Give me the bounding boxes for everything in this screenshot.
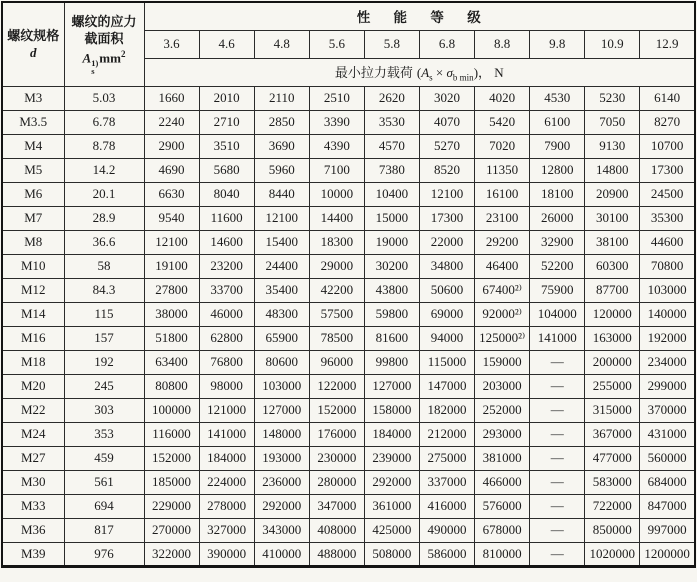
min-load-cell: 141000 xyxy=(199,422,254,446)
min-load-cell: 4530 xyxy=(530,86,585,110)
min-load-cell: 847000 xyxy=(640,494,695,518)
min-load-cell: 466000 xyxy=(475,470,530,494)
min-load-cell: 4020 xyxy=(475,86,530,110)
min-load-cell: 367000 xyxy=(585,422,640,446)
min-load-cell: 3390 xyxy=(309,110,364,134)
min-load-cell: 3530 xyxy=(364,110,419,134)
min-load-cell: 10700 xyxy=(640,134,695,158)
min-load-cell: 236000 xyxy=(254,470,309,494)
min-load-cell: 185000 xyxy=(144,470,199,494)
stress-area-cell: 694 xyxy=(64,494,144,518)
min-load-cell: 4390 xyxy=(309,134,364,158)
min-load-cell: 12100 xyxy=(419,182,474,206)
min-load-cell: 27800 xyxy=(144,278,199,302)
min-load-cell: 121000 xyxy=(199,398,254,422)
min-load-cell: 278000 xyxy=(199,494,254,518)
min-load-cell: 103000 xyxy=(640,278,695,302)
min-load-cell: 127000 xyxy=(364,374,419,398)
min-load-cell: 684000 xyxy=(640,470,695,494)
thread-spec-cell: M6 xyxy=(2,182,64,206)
table-row xyxy=(2,278,695,302)
min-load-cell: 8440 xyxy=(254,182,309,206)
min-load-cell: — xyxy=(530,374,585,398)
property-class-group-header: 性 能 等 级 xyxy=(144,2,695,30)
min-load-cell: 230000 xyxy=(309,446,364,470)
property-class-header: 5.6 xyxy=(309,30,364,58)
thread-spec-cell: M16 xyxy=(2,326,64,350)
min-load-cell: 148000 xyxy=(254,422,309,446)
row-group xyxy=(2,518,695,566)
min-load-cell: 20900 xyxy=(585,182,640,206)
min-load-cell: 390000 xyxy=(199,542,254,566)
min-load-cell: 239000 xyxy=(364,446,419,470)
min-load-cell: 147000 xyxy=(419,374,474,398)
min-load-cell: 292000 xyxy=(254,494,309,518)
min-load-cell: 152000 xyxy=(144,446,199,470)
min-load-cell: 850000 xyxy=(585,518,640,542)
min-load-cell: 583000 xyxy=(585,470,640,494)
stress-area-cell: 192 xyxy=(64,350,144,374)
min-load-cell: 42200 xyxy=(309,278,364,302)
min-load-cell: 5960 xyxy=(254,158,309,182)
min-load-cell: 212000 xyxy=(419,422,474,446)
table-row xyxy=(2,494,695,518)
min-load-cell: 62800 xyxy=(199,326,254,350)
min-load-cell: 43800 xyxy=(364,278,419,302)
min-load-cell: 159000 xyxy=(475,350,530,374)
property-class-header: 12.9 xyxy=(640,30,695,58)
min-load-cell: 48300 xyxy=(254,302,309,326)
stress-area-cell: 84.3 xyxy=(64,278,144,302)
min-load-cell: 11600 xyxy=(199,206,254,230)
min-load-cell: 15000 xyxy=(364,206,419,230)
thread-spec-cell: M12 xyxy=(2,278,64,302)
min-load-cell: 23200 xyxy=(199,254,254,278)
min-load-cell: 361000 xyxy=(364,494,419,518)
min-load-cell: 33700 xyxy=(199,278,254,302)
min-load-cell: 347000 xyxy=(309,494,364,518)
min-load-cell: 46400 xyxy=(475,254,530,278)
min-load-cell: 337000 xyxy=(419,470,474,494)
min-load-cell: 38100 xyxy=(585,230,640,254)
stress-area-label-line1: 螺纹的应力 xyxy=(71,13,137,29)
property-class-header: 4.8 xyxy=(254,30,309,58)
min-load-cell: 30100 xyxy=(585,206,640,230)
min-load-cell: 4570 xyxy=(364,134,419,158)
min-load-cell: 299000 xyxy=(640,374,695,398)
min-load-cell: 5230 xyxy=(585,86,640,110)
row-group xyxy=(2,374,695,446)
min-load-cell: 229000 xyxy=(144,494,199,518)
min-load-cell: 141000 xyxy=(530,326,585,350)
min-load-cell: 50600 xyxy=(419,278,474,302)
min-load-cell: 6630 xyxy=(144,182,199,206)
min-load-cell: 8520 xyxy=(419,158,474,182)
min-load-cell: — xyxy=(530,446,585,470)
min-load-cell: 52200 xyxy=(530,254,585,278)
min-load-cell: 6140 xyxy=(640,86,695,110)
min-load-cell: — xyxy=(530,422,585,446)
min-load-cell: 275000 xyxy=(419,446,474,470)
thread-spec-cell: M18 xyxy=(2,350,64,374)
min-load-cell: 678000 xyxy=(475,518,530,542)
min-load-cell: 576000 xyxy=(475,494,530,518)
min-load-cell: 270000 xyxy=(144,518,199,542)
thread-spec-cell: M10 xyxy=(2,254,64,278)
table-row xyxy=(2,206,695,230)
min-load-cell: 560000 xyxy=(640,446,695,470)
table-row xyxy=(2,542,695,566)
min-load-cell: 152000 xyxy=(309,398,364,422)
min-load-cell: 12100 xyxy=(254,206,309,230)
table-row xyxy=(2,134,695,158)
stress-area-cell: 157 xyxy=(64,326,144,350)
thread-spec-header xyxy=(2,2,64,86)
property-class-header: 9.8 xyxy=(530,30,585,58)
min-load-cell: 11350 xyxy=(475,158,530,182)
min-load-cell: 10000 xyxy=(309,182,364,206)
min-load-cell: 46000 xyxy=(199,302,254,326)
min-load-cell: 103000 xyxy=(254,374,309,398)
min-load-cell: 416000 xyxy=(419,494,474,518)
min-load-cell: 51800 xyxy=(144,326,199,350)
min-load-cell: 35400 xyxy=(254,278,309,302)
min-load-cell: 7050 xyxy=(585,110,640,134)
min-load-cell: 508000 xyxy=(364,542,419,566)
min-load-cell: 8040 xyxy=(199,182,254,206)
min-load-cell: 44600 xyxy=(640,230,695,254)
min-load-cell: 12800 xyxy=(530,158,585,182)
min-load-cell: — xyxy=(530,470,585,494)
min-load-cell: 35300 xyxy=(640,206,695,230)
thread-spec-cell: M3 xyxy=(2,86,64,110)
min-load-cell: 163000 xyxy=(585,326,640,350)
stress-area-cell: 245 xyxy=(64,374,144,398)
thread-spec-label: 螺纹规格 xyxy=(7,27,60,43)
min-load-cell: 75900 xyxy=(530,278,585,302)
min-load-label: 最小拉力载荷 xyxy=(334,64,413,80)
min-load-cell: 2850 xyxy=(254,110,309,134)
min-load-cell: 32900 xyxy=(530,230,585,254)
stress-area-cell: 353 xyxy=(64,422,144,446)
table-row xyxy=(2,470,695,494)
min-load-cell: 184000 xyxy=(364,422,419,446)
thread-spec-cell: M14 xyxy=(2,302,64,326)
min-load-cell: 2510 xyxy=(309,86,364,110)
min-load-cell: 234000 xyxy=(640,350,695,374)
min-load-subheader xyxy=(144,58,695,86)
row-group xyxy=(2,446,695,518)
table-row xyxy=(2,326,695,350)
table-row xyxy=(2,182,695,206)
min-load-cell: 78500 xyxy=(309,326,364,350)
min-load-cell: 3020 xyxy=(419,86,474,110)
min-load-cell: 7020 xyxy=(475,134,530,158)
min-load-cell: 7900 xyxy=(530,134,585,158)
min-load-cell: 14800 xyxy=(585,158,640,182)
min-load-cell: 29200 xyxy=(475,230,530,254)
min-load-cell: 57500 xyxy=(309,302,364,326)
stress-area-cell: 817 xyxy=(64,518,144,542)
min-load-cell: 7380 xyxy=(364,158,419,182)
stress-area-label-line2: 截面积 xyxy=(84,31,124,47)
min-load-cell: 122000 xyxy=(309,374,364,398)
thread-spec-symbol: d xyxy=(30,45,37,61)
table-row xyxy=(2,86,695,110)
stress-area-cell: 14.2 xyxy=(64,158,144,182)
min-load-cell: 343000 xyxy=(254,518,309,542)
min-load-cell: 2110 xyxy=(254,86,309,110)
min-load-cell: 410000 xyxy=(254,542,309,566)
min-load-cell: 120000 xyxy=(585,302,640,326)
min-load-cell: 1660 xyxy=(144,86,199,110)
min-load-cell: 203000 xyxy=(475,374,530,398)
thread-spec-cell: M39 xyxy=(2,542,64,566)
min-load-cell: 30200 xyxy=(364,254,419,278)
min-load-cell: 19100 xyxy=(144,254,199,278)
min-load-cell: 96000 xyxy=(309,350,364,374)
thread-spec-cell: M5 xyxy=(2,158,64,182)
thread-spec-cell: M20 xyxy=(2,374,64,398)
min-load-cell: 100000 xyxy=(144,398,199,422)
table-row xyxy=(2,302,695,326)
min-load-cell: 252000 xyxy=(475,398,530,422)
table-header xyxy=(2,2,695,86)
stress-area-header xyxy=(64,2,144,86)
min-load-cell: 315000 xyxy=(585,398,640,422)
min-load-cell: 94000 xyxy=(419,326,474,350)
min-load-cell: 9540 xyxy=(144,206,199,230)
min-load-cell: 425000 xyxy=(364,518,419,542)
table-row xyxy=(2,254,695,278)
min-load-cell: 1020000 xyxy=(585,542,640,566)
min-load-cell: 99800 xyxy=(364,350,419,374)
stress-area-cell: 58 xyxy=(64,254,144,278)
min-load-cell: — xyxy=(530,542,585,566)
min-load-cell: 18100 xyxy=(530,182,585,206)
thread-spec-cell: M30 xyxy=(2,470,64,494)
min-load-cell: 23100 xyxy=(475,206,530,230)
min-load-cell: 997000 xyxy=(640,518,695,542)
property-class-header: 6.8 xyxy=(419,30,474,58)
min-load-cell: 5420 xyxy=(475,110,530,134)
min-load-cell: 370000 xyxy=(640,398,695,422)
min-load-cell: 19000 xyxy=(364,230,419,254)
stress-area-cell: 20.1 xyxy=(64,182,144,206)
thread-spec-cell: M4 xyxy=(2,134,64,158)
min-load-cell: 224000 xyxy=(199,470,254,494)
min-load-cell: 92000²⁾ xyxy=(475,302,530,326)
min-load-cell: 17300 xyxy=(419,206,474,230)
min-load-cell: 2620 xyxy=(364,86,419,110)
min-load-cell: 63400 xyxy=(144,350,199,374)
stress-area-cell: 561 xyxy=(64,470,144,494)
min-load-cell: 7100 xyxy=(309,158,364,182)
table-row xyxy=(2,398,695,422)
min-load-cell: 116000 xyxy=(144,422,199,446)
min-load-cell: 24500 xyxy=(640,182,695,206)
thread-spec-cell: M7 xyxy=(2,206,64,230)
min-load-cell: 24400 xyxy=(254,254,309,278)
min-load-cell: 140000 xyxy=(640,302,695,326)
min-load-cell: 1200000 xyxy=(640,542,695,566)
stress-area-cell: 36.6 xyxy=(64,230,144,254)
property-class-header: 10.9 xyxy=(585,30,640,58)
min-load-cell: 34800 xyxy=(419,254,474,278)
row-group xyxy=(2,302,695,374)
min-load-cell: 87700 xyxy=(585,278,640,302)
min-load-cell: — xyxy=(530,518,585,542)
min-load-cell: 18300 xyxy=(309,230,364,254)
table-row xyxy=(2,230,695,254)
thread-spec-cell: M3.5 xyxy=(2,110,64,134)
table-row xyxy=(2,350,695,374)
header-row-top xyxy=(2,2,695,30)
min-load-cell: 10400 xyxy=(364,182,419,206)
table-row xyxy=(2,518,695,542)
table-row xyxy=(2,110,695,134)
thread-spec-cell: M22 xyxy=(2,398,64,422)
min-load-cell: 59800 xyxy=(364,302,419,326)
min-load-cell: 17300 xyxy=(640,158,695,182)
min-load-cell: 12100 xyxy=(144,230,199,254)
row-group xyxy=(2,86,695,158)
min-load-cell: 810000 xyxy=(475,542,530,566)
min-load-cell: 292000 xyxy=(364,470,419,494)
min-load-cell: 70800 xyxy=(640,254,695,278)
min-load-cell: 293000 xyxy=(475,422,530,446)
min-load-cell: 125000²⁾ xyxy=(475,326,530,350)
min-load-cell: 60300 xyxy=(585,254,640,278)
min-load-cell: 200000 xyxy=(585,350,640,374)
min-load-cell: 408000 xyxy=(309,518,364,542)
min-load-cell: — xyxy=(530,350,585,374)
min-load-cell: 158000 xyxy=(364,398,419,422)
min-load-cell: 2900 xyxy=(144,134,199,158)
min-load-cell: 2010 xyxy=(199,86,254,110)
thread-spec-cell: M24 xyxy=(2,422,64,446)
min-load-cell: 38000 xyxy=(144,302,199,326)
min-load-cell: — xyxy=(530,494,585,518)
min-load-cell: 182000 xyxy=(419,398,474,422)
table-row xyxy=(2,374,695,398)
min-load-cell: 586000 xyxy=(419,542,474,566)
stress-area-cell: 8.78 xyxy=(64,134,144,158)
min-load-cell: 65900 xyxy=(254,326,309,350)
property-class-header: 3.6 xyxy=(144,30,199,58)
min-load-cell: 3690 xyxy=(254,134,309,158)
stress-area-formula: A 1) s $mm^2$ xyxy=(82,48,126,77)
min-load-cell: 29000 xyxy=(309,254,364,278)
min-load-cell: 127000 xyxy=(254,398,309,422)
table-row xyxy=(2,158,695,182)
min-load-cell: 15400 xyxy=(254,230,309,254)
min-load-cell: 98000 xyxy=(199,374,254,398)
stress-area-cell: 459 xyxy=(64,446,144,470)
min-load-cell: 255000 xyxy=(585,374,640,398)
stress-area-cell: 6.78 xyxy=(64,110,144,134)
min-load-cell: — xyxy=(530,398,585,422)
min-load-cell: 488000 xyxy=(309,542,364,566)
min-load-cell: 193000 xyxy=(254,446,309,470)
row-group xyxy=(2,230,695,302)
thread-spec-cell: M36 xyxy=(2,518,64,542)
min-load-cell: 431000 xyxy=(640,422,695,446)
min-load-cell: 14600 xyxy=(199,230,254,254)
table-row xyxy=(2,422,695,446)
min-load-cell: 184000 xyxy=(199,446,254,470)
min-load-cell: 14400 xyxy=(309,206,364,230)
min-load-cell: 69000 xyxy=(419,302,474,326)
thread-spec-cell: M33 xyxy=(2,494,64,518)
min-load-cell: 280000 xyxy=(309,470,364,494)
min-load-cell: 80800 xyxy=(144,374,199,398)
min-load-cell: 176000 xyxy=(309,422,364,446)
min-load-cell: 76800 xyxy=(199,350,254,374)
property-class-header: 4.6 xyxy=(199,30,254,58)
min-load-cell: 4070 xyxy=(419,110,474,134)
min-load-cell: 490000 xyxy=(419,518,474,542)
min-load-cell: 192000 xyxy=(640,326,695,350)
stress-area-cell: 5.03 xyxy=(64,86,144,110)
min-load-cell: 104000 xyxy=(530,302,585,326)
min-load-cell: 3510 xyxy=(199,134,254,158)
min-load-cell: 26000 xyxy=(530,206,585,230)
thread-spec-cell: M8 xyxy=(2,230,64,254)
min-load-cell: 381000 xyxy=(475,446,530,470)
stress-area-cell: 115 xyxy=(64,302,144,326)
min-load-cell: 477000 xyxy=(585,446,640,470)
min-load-cell: 67400²⁾ xyxy=(475,278,530,302)
min-load-cell: 327000 xyxy=(199,518,254,542)
min-load-cell: 8270 xyxy=(640,110,695,134)
min-load-cell: 16100 xyxy=(475,182,530,206)
min-load-cell: 5270 xyxy=(419,134,474,158)
min-load-cell: 722000 xyxy=(585,494,640,518)
stress-area-cell: 976 xyxy=(64,542,144,566)
min-load-formula: $(A_s \times \sigma_{b min})$， N xyxy=(416,64,504,83)
property-class-header: 8.8 xyxy=(475,30,530,58)
stress-area-cell: 28.9 xyxy=(64,206,144,230)
min-load-cell: 80600 xyxy=(254,350,309,374)
bolt-min-tensile-load-table xyxy=(1,1,696,568)
min-load-cell: 5680 xyxy=(199,158,254,182)
min-load-cell: 2710 xyxy=(199,110,254,134)
min-load-cell: 322000 xyxy=(144,542,199,566)
table-row xyxy=(2,446,695,470)
min-load-cell: 6100 xyxy=(530,110,585,134)
thread-spec-cell: M27 xyxy=(2,446,64,470)
property-class-header: 5.8 xyxy=(364,30,419,58)
min-load-cell: 81600 xyxy=(364,326,419,350)
min-load-cell: 2240 xyxy=(144,110,199,134)
row-group xyxy=(2,158,695,230)
min-load-cell: 115000 xyxy=(419,350,474,374)
min-load-cell: 9130 xyxy=(585,134,640,158)
stress-area-cell: 303 xyxy=(64,398,144,422)
min-load-cell: 4690 xyxy=(144,158,199,182)
min-load-cell: 22000 xyxy=(419,230,474,254)
